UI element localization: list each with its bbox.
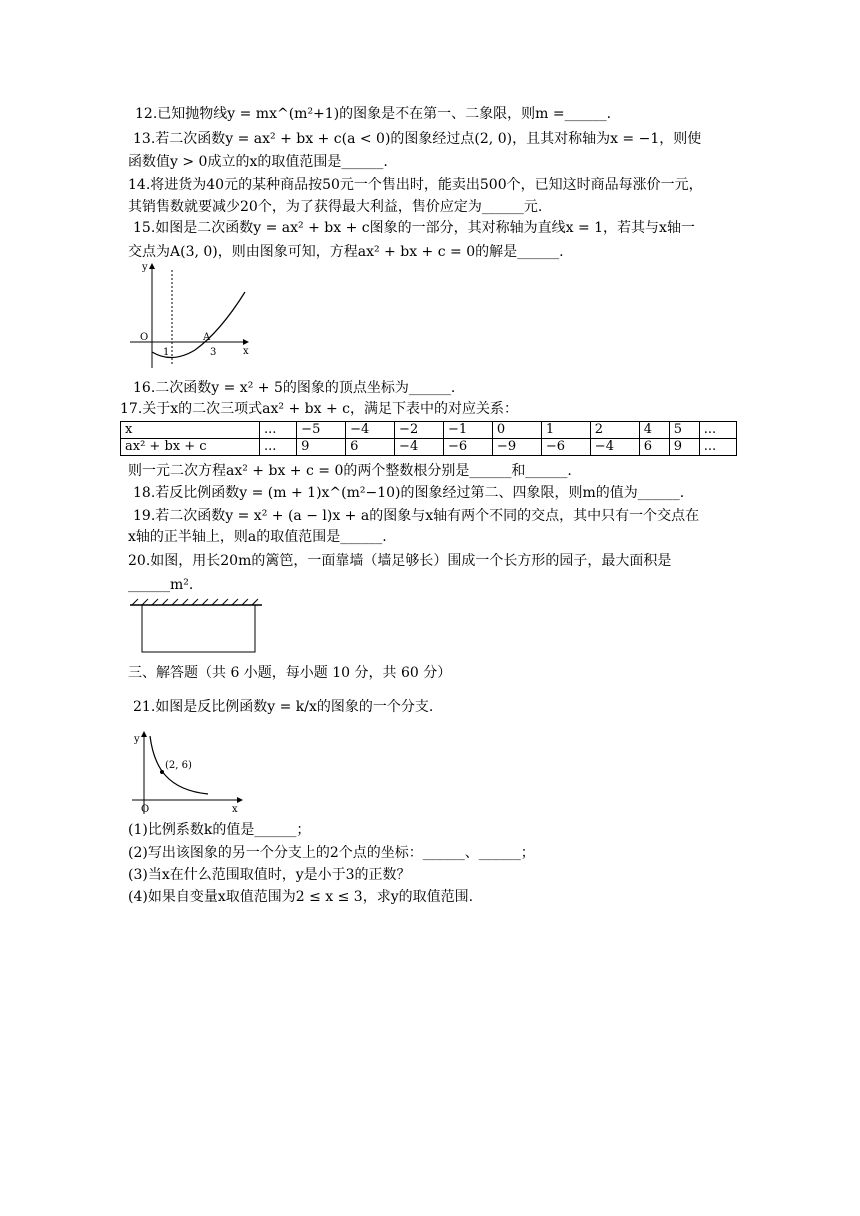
fig21-origin-label: O (141, 804, 150, 815)
question-20-line1: 20.如图，用长20m的篱笆，一面靠墙（墙足够长）围成一个长方形的园子，最大面积是 (128, 553, 672, 569)
table-cell: −4 (590, 439, 639, 456)
table-cell: 6 (639, 439, 669, 456)
table-cell: 6 (346, 439, 395, 456)
table-cell: −5 (297, 422, 346, 439)
fig15-x-label: x (243, 346, 249, 357)
fig15-y-label: y (142, 262, 148, 273)
table-cell: 5 (669, 422, 699, 439)
question-21: 21.如图是反比例函数y = k/x的图象的一个分支. (133, 699, 434, 715)
table-cell: −4 (395, 439, 444, 456)
table-cell: −6 (541, 439, 590, 456)
question-16: 16.二次函数y = x² + 5的图象的顶点坐标为______. (133, 380, 456, 396)
question-21-part3: (3)当x在什么范围取值时，y是小于3的正数？ (128, 867, 411, 883)
fig21-y-label: y (134, 734, 140, 745)
question-21-part4: (4)如果自变量x取值范围为2 ≤ x ≤ 3，求y的取值范围. (128, 889, 474, 905)
fig21-point-label: (2, 6) (165, 760, 192, 771)
value-table (120, 421, 737, 456)
table-cell: 0 (492, 422, 541, 439)
question-17: 17.关于x的二次三项式ax² + bx + c，满足下表中的对应关系： (120, 401, 518, 417)
table-cell: ... (699, 422, 736, 439)
fig15-origin-label: O (140, 332, 149, 343)
figure-21-hyperbola (128, 728, 253, 818)
table-cell: −9 (492, 439, 541, 456)
fig21-x-label: x (232, 804, 238, 815)
figure-20-fence (128, 597, 268, 657)
table-cell: 2 (590, 422, 639, 439)
table-row (121, 439, 737, 456)
question-21-part1: (1)比例系数k的值是______； (128, 822, 311, 838)
table-cell: 1 (541, 422, 590, 439)
table-row (121, 422, 737, 439)
table-cell: ... (699, 439, 736, 456)
question-12: 12.已知抛物线y = mx^(m²+1)的图象是不在第一、二象限，则m =______. (135, 106, 612, 122)
table-cell: −1 (443, 422, 492, 439)
question-18: 18.若反比例函数y = (m + 1)x^(m²−10)的图象经过第二、四象限，则m的值为______. (133, 485, 685, 501)
question-13-line2: 函数值y > 0成立的x的取值范围是______. (128, 154, 388, 170)
table-cell: 9 (297, 439, 346, 456)
section-3-heading: 三、解答题（共 6 小题，每小题 10 分，共 60 分） (128, 665, 452, 681)
table-cell: ... (260, 439, 297, 456)
figure-15-parabola (125, 260, 265, 370)
table-cell: 4 (639, 422, 669, 439)
table-cell: x (121, 422, 260, 439)
fig15-one-label: 1 (163, 347, 170, 358)
question-14-line2: 其销售数就要减少20个，为了获得最大利益，售价应定为______元. (128, 199, 543, 215)
question-14-line1: 14.将进货为40元的某种商品按50元一个售出时，能卖出500个，已知这时商品每涨价一元， (128, 177, 703, 193)
question-15-line2: 交点为A(3, 0)，则由图象可知，方程ax² + bx + c = 0的解是______. (128, 244, 564, 260)
question-21-part2: (2)写出该图象的另一个分支上的2个点的坐标：______、______； (128, 845, 535, 861)
question-19-line2: x轴的正半轴上，则a的取值范围是______. (128, 529, 387, 545)
fig15-a-label: A (203, 332, 211, 343)
question-17-tail: 则一元二次方程ax² + bx + c = 0的两个整数根分别是______和______. (128, 463, 572, 479)
question-13-line1: 13.若二次函数y = ax² + bx + c(a < 0)的图象经过点(2, 0)，且其对称轴为x = −1，则使 (133, 131, 702, 147)
table-cell: ... (260, 422, 297, 439)
table-cell: −6 (443, 439, 492, 456)
table-cell: −2 (395, 422, 444, 439)
fig15-three-label: 3 (210, 347, 217, 358)
question-15-line1: 15.如图是二次函数y = ax² + bx + c图象的一部分，其对称轴为直线x = 1，若其与x轴一 (133, 220, 695, 236)
question-19-line1: 19.若二次函数y = x² + (a − l)x + a的图象与x轴有两个不同的交点，其中只有一个交点在 (133, 508, 700, 524)
table-cell: 9 (669, 439, 699, 456)
table-cell: −4 (346, 422, 395, 439)
table-cell: ax² + bx + c (121, 439, 260, 456)
question-20-line2: ______m². (128, 577, 194, 593)
